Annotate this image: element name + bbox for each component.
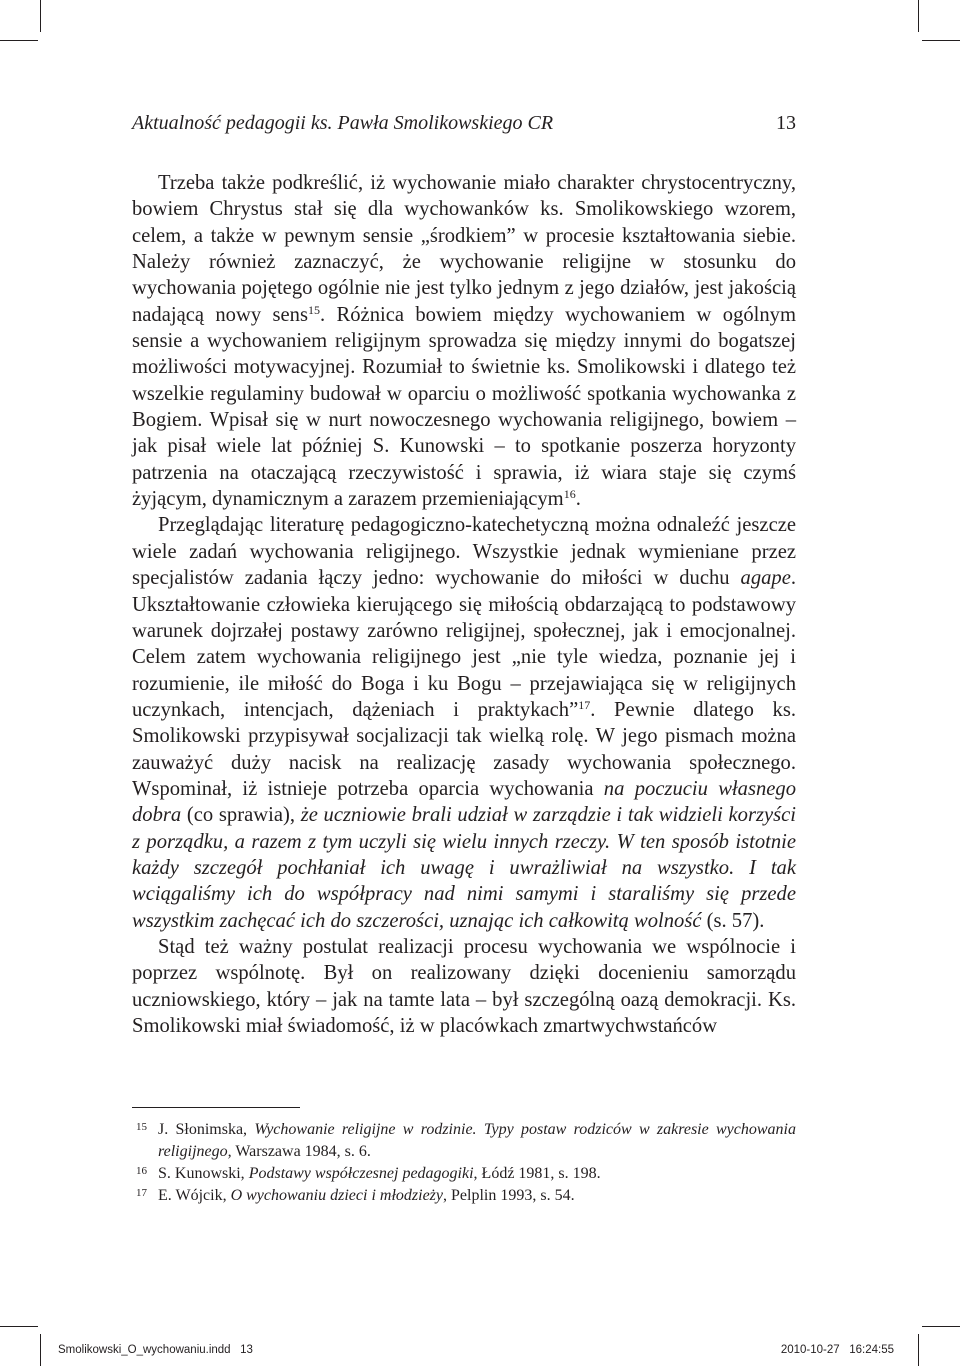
paragraph-1-text-c: . [575,488,581,511]
slug-timestamp: 2010-10-27 16:24:55 [780,1344,894,1356]
footnote-number: 16 [136,1165,147,1177]
paragraph-2-text-b: . Ukształtowanie człowieka kierującego się miłością obdarzającą to podstawowy warunek dojrzałej postawy zarówno religijnej, społecznej, jak i emocjonalnej. Celem zatem wychowania religijnego jest „nie tyle wiedza, poznanie jej i rozumienie, ile miłość do Boga i ku Bogu – przejawiająca się w religijnych uczynkach, intencjach, dążeniach i praktykach” [132,567,796,721]
footnote-title: O wychowaniu dzieci i młodzieży [230,1187,443,1204]
footnote-ref-15: 15 [308,302,320,317]
paragraph-2-text-c: . Pewnie dlatego ks. Smolikowski przypisywał socjalizacji tak wielką rolę. W jego pismach można zauważyć duży nacisk na realizację zasady wychowania społecznego. Wspominał, iż istnieje potrzeba oparcia wychowania [132,698,797,800]
footnote-details: , Łódź 1981, s. 198. [473,1165,601,1182]
footnote-title: Wychowanie religijne w rodzinie. Typy postaw rodziców w zakresie wychowania religijnego, [158,1121,796,1160]
paragraph-2-text-e: (s. 57). [701,909,765,932]
paragraph-2-text-a: Przeglądając literaturę pedagogiczno-katechetyczną można odnaleźć jeszcze wiele zadań wychowania religijnego. Wszystkie jednak wymieniane przez specjalistów zadania łączy jedno: wychowanie do miłości w duchu [132,514,796,590]
crop-mark-bottom-left-horizontal [0,1326,38,1327]
running-header-title: Aktualność pedagogii ks. Pawła Smolikowskiego CR [132,112,554,134]
footnote-number: 17 [136,1187,147,1199]
footnote-author: E. Wójcik, [158,1187,231,1204]
footnote-ref-16: 16 [563,487,576,502]
paragraph-2-text-d: (co sprawia), [181,804,301,827]
paragraph-1 [132,170,796,512]
page-number: 13 [776,112,796,134]
footnote-15 [132,1119,796,1163]
footnote-ref-17: 17 [578,697,591,712]
footnote-details: , Pelplin 1993, s. 54. [443,1187,575,1204]
crop-mark-bottom-left-vertical [40,1334,41,1366]
slug-filename: Smolikowski_O_wychowaniu.indd 13 [58,1344,253,1356]
footnote-number: 15 [136,1121,147,1133]
crop-mark-bottom-right-vertical [918,1334,919,1366]
body-text [132,170,796,1039]
footnote-divider [132,1107,300,1108]
footnote-author: J. Słonimska, [158,1121,255,1138]
paragraph-2-agape: agape [740,567,791,590]
crop-mark-top-left-horizontal [0,40,38,41]
footnote-16 [132,1163,796,1185]
running-header [132,112,796,142]
crop-mark-bottom-right-horizontal [922,1326,960,1327]
footnote-title: Podstawy współczesnej pedagogiki [248,1165,474,1182]
footnotes [132,1119,796,1207]
footnote-details: Warszawa 1984, s. 6. [231,1143,371,1160]
crop-mark-top-right-vertical [918,0,919,32]
footnote-17 [132,1185,796,1207]
paragraph-1-text-b: . Różnica bowiem między wychowaniem w ogólnym sensie a wychowaniem religijnym sprowadza się między innymi do bogatszej możliwości motywacyjnej. Rozumiał to świetnie ks. Smolikowski i dlatego też wszelkie regulaminy budował w oparciu o możliwość spotkania wychowanka z Bogiem. Wpisał się w nurt nowoczesnego wychowania religijnego, bowiem – jak pisał wiele lat później S. Kunowski – to spotkanie poszerza horyzonty patrzenia na otaczającą rzeczywistość i sprawia, iż wiara staje się czymś żyjącym, dynamicznym a zarazem przemieniającym [132,303,796,511]
paragraph-2-quote-1: na poczuciu własnego dobra [132,777,796,827]
crop-mark-top-right-horizontal [922,40,960,41]
paragraph-1-text-a: Trzeba także podkreślić, iż wychowanie miało charakter chrystocentryczny, bowiem Chrystus stał się dla wychowanków ks. Smolikowskiego wzorem, celem, a także w pewnym sensie „środkiem” w procesie kształtowania siebie. Należy również zaznaczyć, że wychowanie religijne w stosunku do wychowania pojętego ogólnie nie jest tylko jednym z jego działów, jest jakością nadającą nowy sens [132,172,796,326]
paragraph-2-quote-2: że uczniowie brali udział w zarządzie i tak widzieli korzyści z porządku, a razem z tym uczyli się wielu innych rzeczy. W ten sposób istotnie każdy szczegół pochłaniał ich uwagę i uwrażliwiał na wszystko. I tak wciągaliśmy ich do współpracy nad nimi samymi i staraliśmy się przede wszystkim zachęcać ich do szczerości, uznając ich całkowitą wolność [132,804,796,932]
paragraph-3: Stąd też ważny postulat realizacji procesu wychowania we wspólnocie i poprzez wspólnotę. Był on realizowany dzięki docenieniu samorządu uczniowskiego, który – jak na tamte lata – był szczególną oazą demokracji. Ks. Smolikowski miał świadomość, iż w placówkach zmartwychwstańców [132,935,796,1037]
crop-mark-top-left-vertical [40,0,41,32]
footnote-author: S. Kunowski, [158,1165,249,1182]
paragraph-2 [132,512,796,934]
